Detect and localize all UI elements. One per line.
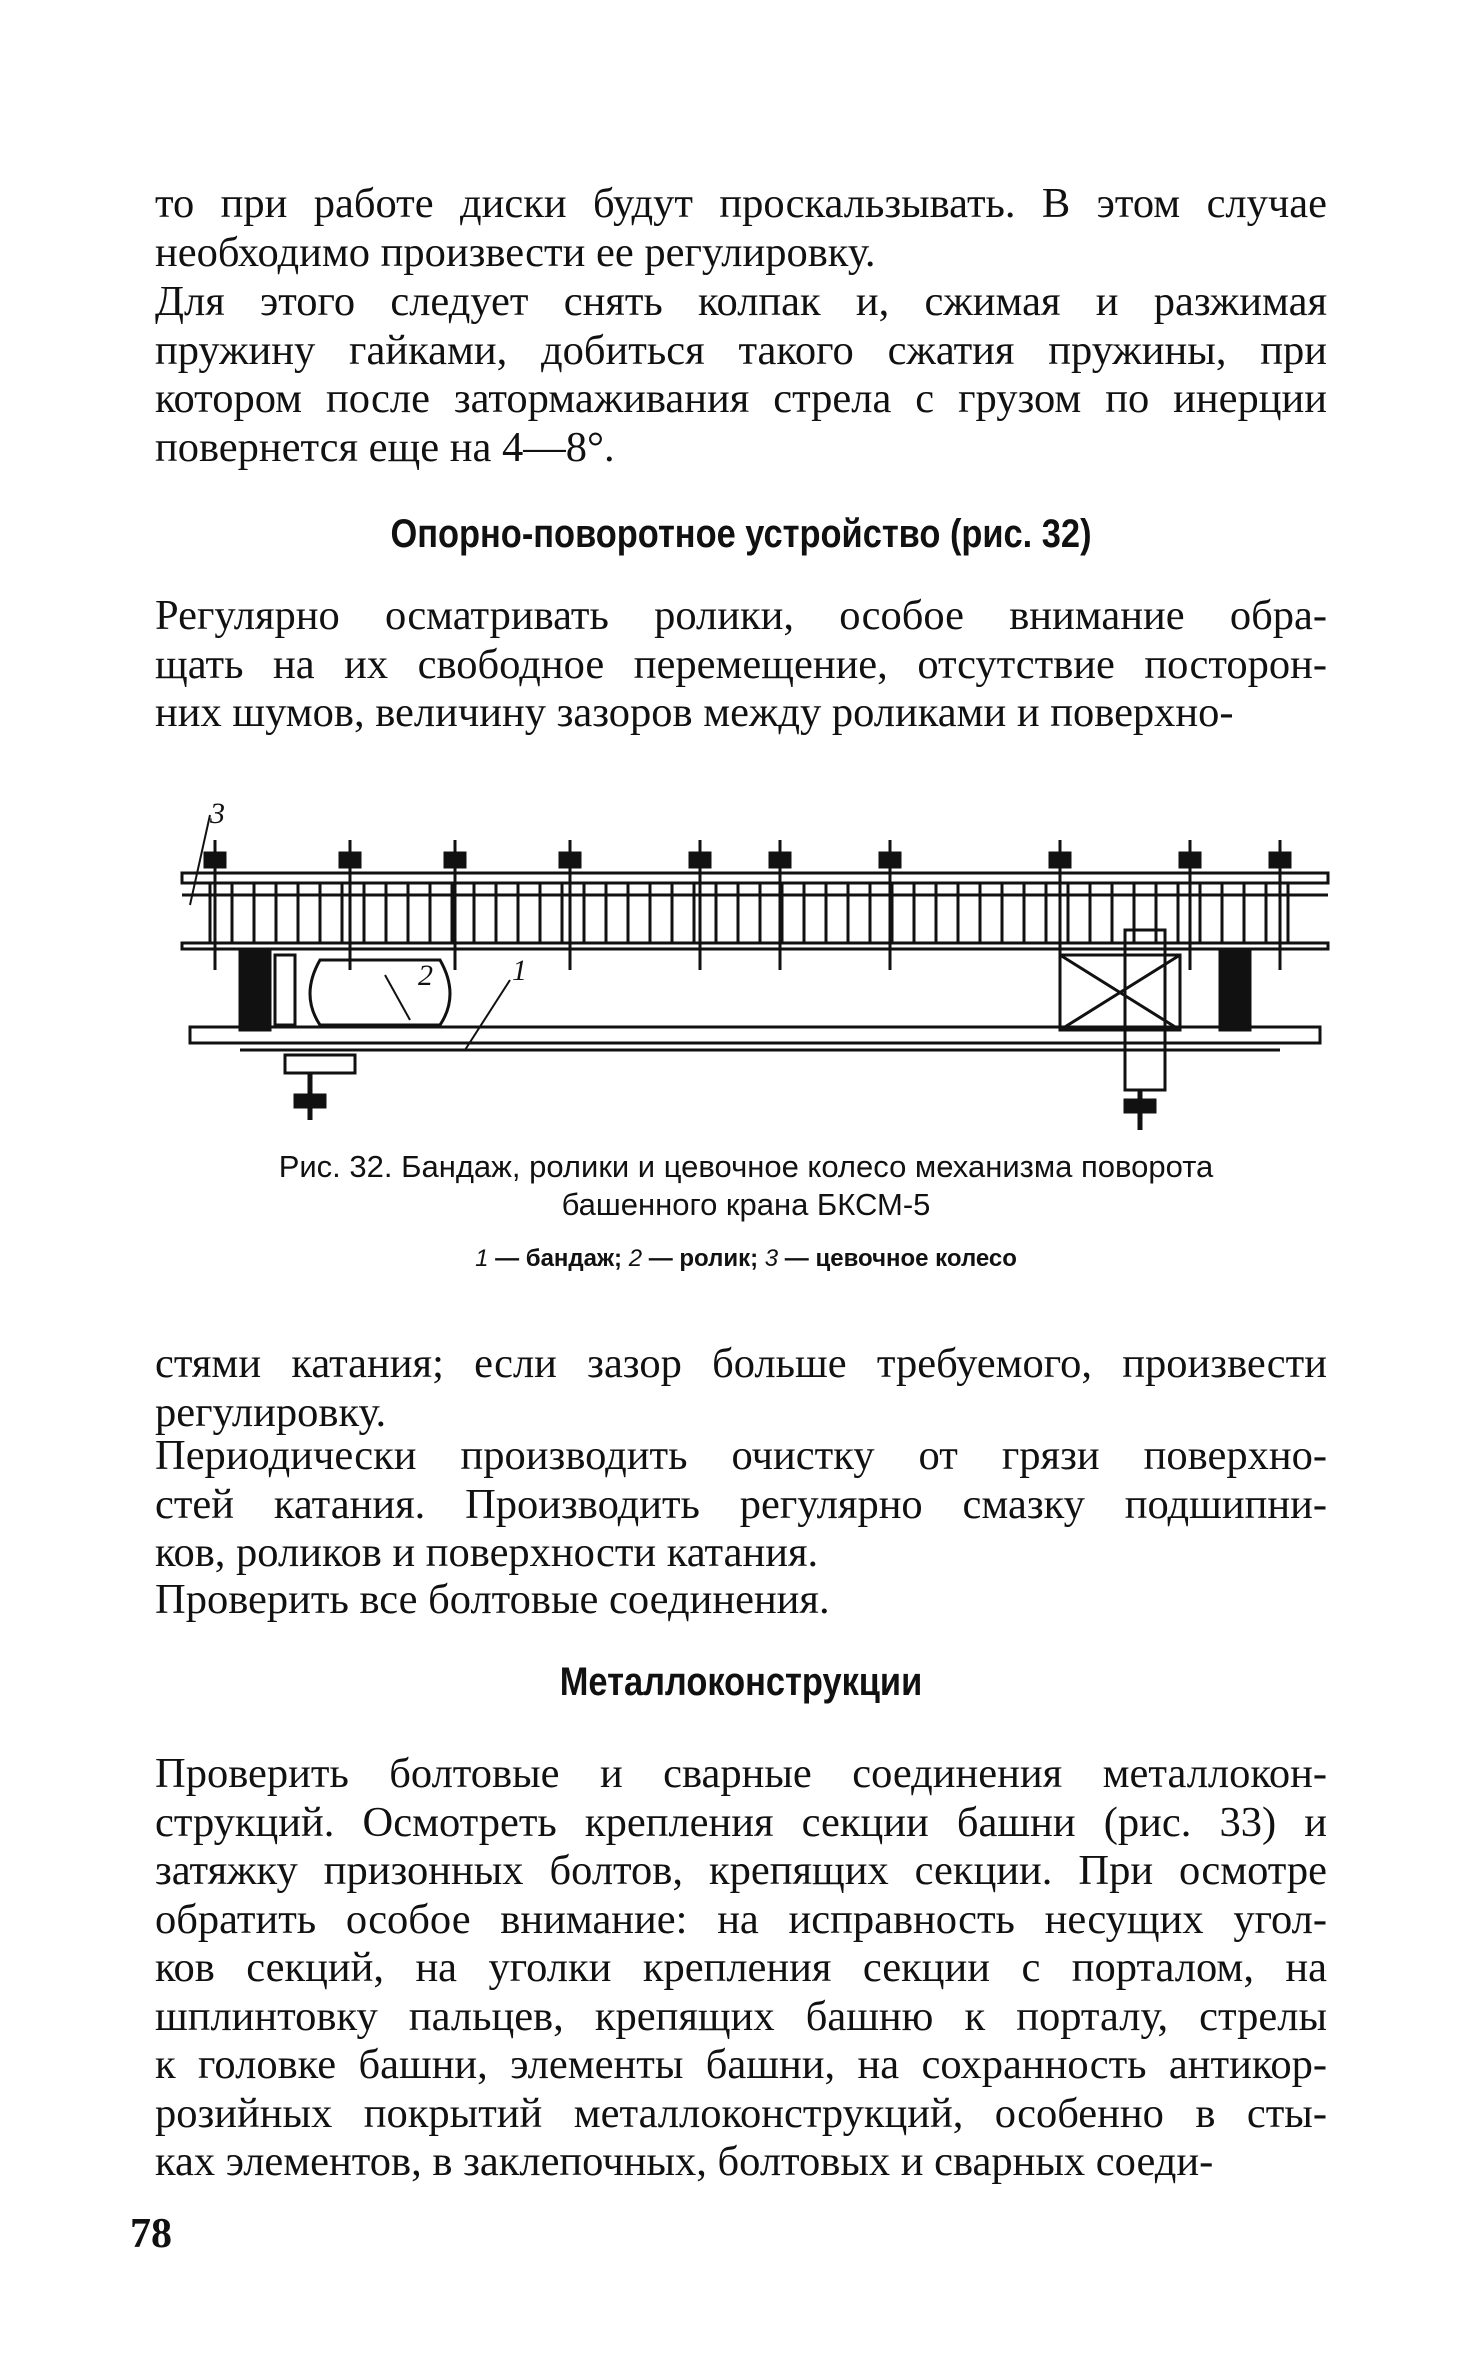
text-line: Регулярно осматривать ролики, особое внимание обра- [155,592,1327,639]
callout-2: 2 [418,959,433,992]
legend-num-3: 3 [764,1245,779,1272]
text-line: них шумов, величину зазоров между роликами и поверхно- [155,689,1234,736]
text-line: то при работе диски будут проскальзывать. В этом случае [155,180,1327,227]
paragraph-rolling-surfaces [155,1340,1327,1437]
text-line: шплинтовку пальцев, крепящих башню к порталу, стрелы [155,1992,1327,2040]
text-line: стями катания; если зазор больше требуемого, произвести [155,1340,1327,1387]
figure-caption [160,1148,1332,1224]
text-line: ков секций, на уголки крепления секции с порталом, на [155,1944,1327,1991]
section-heading-slewing-device: Опорно-поворотное устройство (рис. 32) [390,512,1092,556]
section-heading-metal-structures: Металлоконструкции [559,1660,923,1704]
page-number: 78 [130,2211,172,2257]
legend-text-3: — цевочное колесо [778,1245,1017,1272]
text-line: стей катания. Производить регулярно смазку подшипни- [155,1480,1327,1528]
paragraph-brake-adjustment-end [155,180,1327,277]
text-line: струкций. Осмотреть крепления секции башни (рис. 33) и [155,1798,1327,1846]
text-line: Проверить болтовые и сварные соединения металлокон- [155,1750,1327,1797]
text-line: необходимо произвести ее регулировку. [155,228,876,276]
text-line: ках элементов, в заклепочных, болтовых и сварных соеди- [155,2138,1214,2185]
callout-1: 1 [512,954,527,987]
text-line: Периодически производить очистку от грязи поверхно- [155,1432,1327,1479]
figure-32-drawing [180,795,1330,1135]
callout-3: 3 [210,797,225,830]
text-line: затяжку призонных болтов, крепящих секции. При осмотре [155,1847,1327,1894]
text-line: котором после затормаживания стрела с грузом по инерции [155,375,1327,422]
paragraph-periodic-cleaning [155,1432,1327,1578]
text-line: регулировку. [155,1388,387,1436]
figure-legend [160,1245,1332,1273]
text-line: Проверить все болтовые соединения. [155,1576,830,1623]
paragraph-rollers-inspection [155,592,1327,738]
legend-num-2: 2 [628,1245,643,1272]
legend-num-1: 1 [475,1245,489,1272]
figure-caption-line1: Рис. 32. Бандаж, ролики и цевочное колесо механизма поворота [278,1149,1214,1184]
text-line: пружину гайками, добиться такого сжатия пружины, при [155,326,1327,374]
text-line: Для этого следует снять колпак и, сжимая и разжимая [155,278,1327,325]
text-line: к головке башни, элементы башни, на сохранность антикор- [155,2041,1327,2088]
paragraph-spring-adjustment [155,278,1327,472]
paragraph-check-bolts [155,1576,1327,1625]
legend-text-2: — ролик; [642,1245,765,1272]
figure-caption-line2: башенного крана БКСМ-5 [561,1187,931,1222]
text-line: повернется еще на 4—8°. [155,423,615,471]
text-line: ков, роликов и поверхности катания. [155,1529,819,1576]
text-line: щать на их свободное перемещение, отсутствие посторон- [155,640,1327,688]
legend-text-1: — бандаж; [488,1245,629,1272]
paragraph-metal-structures-inspection [155,1750,1327,2187]
text-line: обратить особое внимание: на исправность несущих угол- [155,1895,1327,1943]
text-line: розийных покрытий металлоконструкций, особенно в сты- [155,2089,1327,2137]
